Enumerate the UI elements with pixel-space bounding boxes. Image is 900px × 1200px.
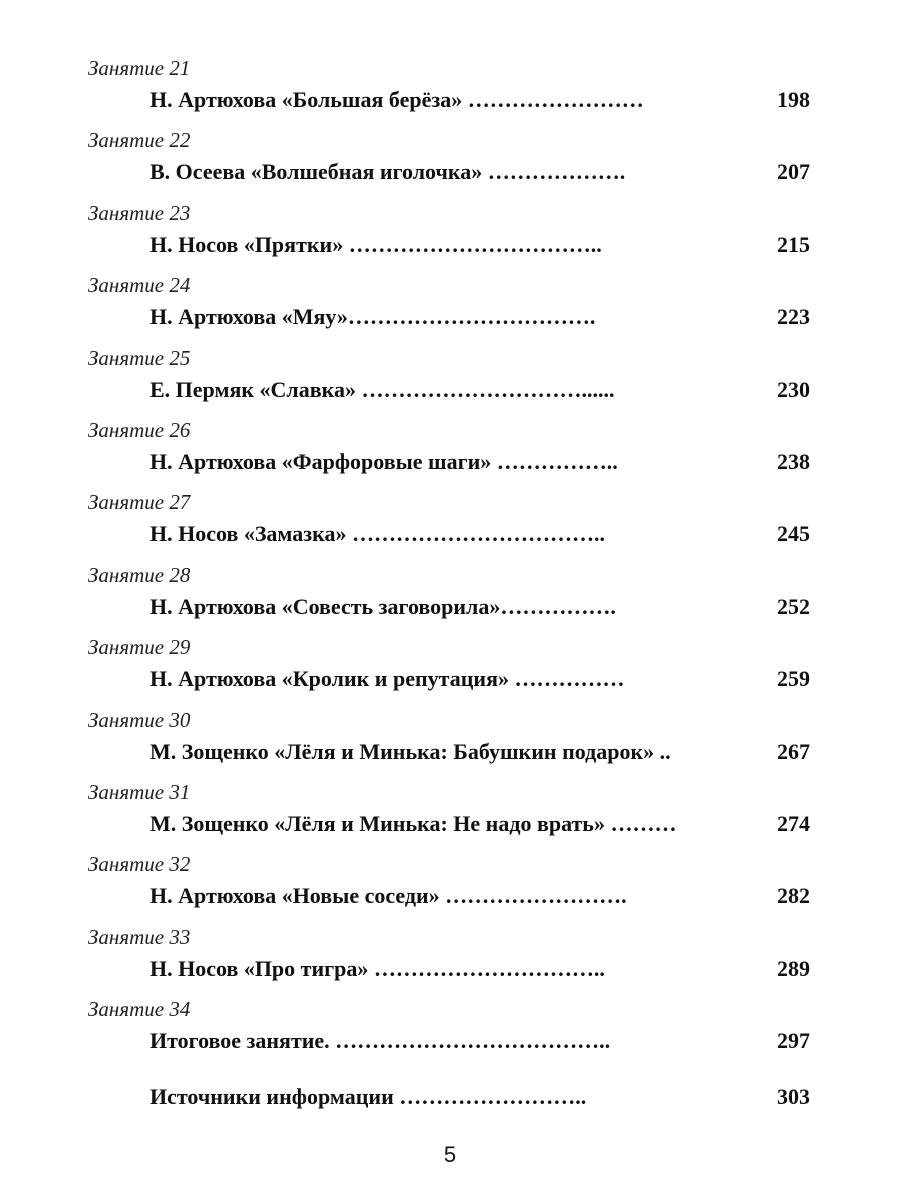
entry-title: Н. Артюхова «Кролик и репутация» ……………	[150, 666, 625, 692]
toc-item	[0, 707, 900, 779]
table-of-contents	[0, 55, 900, 1068]
lesson-label: Занятие 23	[88, 200, 191, 225]
entry-title: Н. Носов «Прятки» ……………………………..	[150, 231, 602, 257]
lesson-label: Занятие 34	[88, 997, 191, 1022]
entry-page: 223	[777, 304, 810, 330]
entry-page: 245	[777, 521, 810, 547]
toc-item	[0, 489, 900, 561]
entry-title: Н. Артюхова «Фарфоровые шаги» ……………..	[150, 448, 618, 474]
entry-title: Е. Пермяк «Славка» …………………………......	[150, 376, 615, 402]
toc-item	[0, 924, 900, 996]
lesson-label: Занятие 26	[88, 417, 191, 442]
toc-item	[0, 851, 900, 923]
entry-title: Н. Артюхова «Совесть заговорила»…………….	[150, 593, 616, 619]
page-number: 5	[443, 1142, 457, 1167]
entry-page: 289	[777, 955, 810, 981]
entry-title: М. Зощенко «Лёля и Минька: Бабушкин подарок» ..	[150, 738, 671, 764]
toc-item	[0, 200, 900, 272]
entry-title: Н. Носов «Про тигра» …………………………..	[150, 955, 605, 981]
entry-page: 282	[777, 883, 810, 909]
entry-page: 238	[777, 448, 810, 474]
sources-page: 303	[777, 1084, 810, 1109]
toc-item	[0, 417, 900, 489]
lesson-label: Занятие 31	[88, 779, 191, 804]
lesson-label: Занятие 21	[88, 56, 191, 80]
toc-item	[0, 272, 900, 344]
entry-page: 230	[777, 376, 810, 402]
lesson-label: Занятие 22	[88, 128, 191, 153]
entry-page: 215	[777, 231, 810, 257]
lesson-label: Занятие 24	[88, 273, 191, 298]
entry-page: 252	[777, 593, 810, 619]
entry-title: Итоговое занятие. ………………………………..	[150, 1028, 611, 1054]
toc-item	[0, 634, 900, 706]
toc-item	[0, 996, 900, 1068]
sources-title: Источники информации ……………………..	[150, 1084, 587, 1109]
lesson-label: Занятие 28	[88, 562, 191, 587]
toc-item	[0, 345, 900, 417]
entry-page: 198	[777, 87, 810, 112]
lesson-label: Занятие 30	[88, 707, 191, 732]
toc-item	[0, 55, 900, 127]
entry-page: 297	[777, 1028, 810, 1054]
lesson-label: Занятие 32	[88, 852, 191, 877]
lesson-label: Занятие 25	[88, 345, 191, 370]
entry-title: Н. Артюхова «Большая берёза» ……………………	[150, 87, 644, 112]
entry-title: Н. Носов «Замазка» ……………………………..	[150, 521, 605, 547]
entry-title: М. Зощенко «Лёля и Минька: Не надо врать» ………	[150, 810, 677, 836]
entry-page: 267	[777, 738, 810, 764]
toc-sources	[0, 1082, 900, 1112]
lesson-label: Занятие 29	[88, 635, 191, 660]
lesson-label: Занятие 33	[88, 924, 191, 949]
lesson-label: Занятие 27	[88, 490, 191, 515]
entry-title: Н. Артюхова «Мяу»…………………………….	[150, 304, 596, 330]
entry-page: 274	[777, 810, 810, 836]
toc-item	[0, 127, 900, 199]
entry-page: 207	[777, 159, 810, 185]
entry-title: Н. Артюхова «Новые соседи» …………………….	[150, 883, 627, 909]
entry-title: В. Осеева «Волшебная иголочка» ……………….	[150, 159, 626, 185]
entry-page: 259	[777, 666, 810, 692]
toc-item	[0, 562, 900, 634]
toc-item	[0, 779, 900, 851]
